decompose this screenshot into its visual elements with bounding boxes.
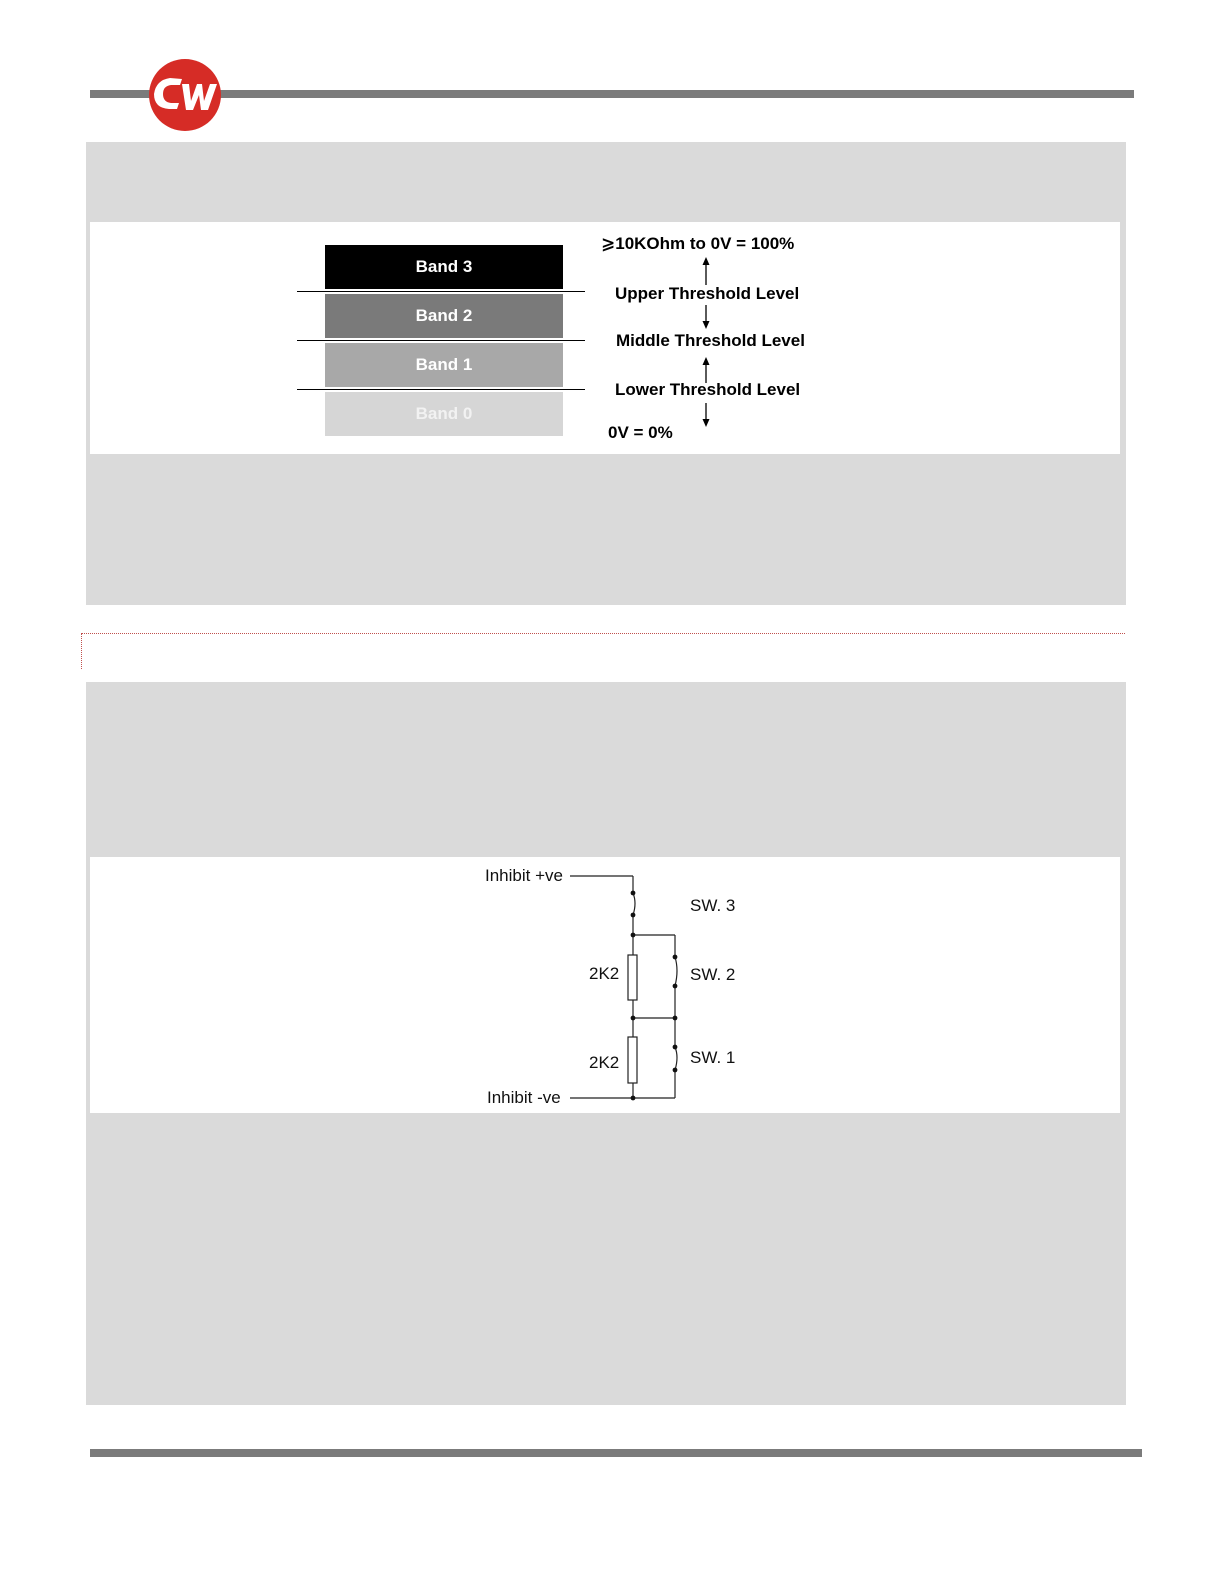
inhibit-circuit-schematic <box>560 860 700 1110</box>
cw-logo <box>148 58 222 132</box>
lower-threshold-line <box>297 389 585 390</box>
middle-threshold-label: Middle Threshold Level <box>616 331 805 350</box>
lower-threshold-label: Lower Threshold Level <box>615 380 801 399</box>
threshold-arrows <box>695 255 717 435</box>
footer-rule <box>90 1449 1142 1457</box>
band-3: Band 3 <box>325 245 563 289</box>
band-0: Band 0 <box>325 392 563 436</box>
top-level-label: ⩾10KOhm to 0V = 100% <box>601 234 795 253</box>
band-figure <box>90 222 1120 454</box>
section-separator <box>81 633 1125 669</box>
band-2: Band 2 <box>325 294 563 338</box>
resistor-lower-label: 2K2 <box>589 1053 620 1072</box>
sw1-label: SW. 1 <box>690 1048 736 1067</box>
band-1: Band 1 <box>325 343 563 387</box>
resistor-upper-label: 2K2 <box>589 964 620 983</box>
middle-threshold-line <box>297 340 585 341</box>
inhibit-positive-label: Inhibit +ve <box>485 866 563 885</box>
bottom-level-label: 0V = 0% <box>608 423 673 442</box>
sw3-label: SW. 3 <box>690 896 736 915</box>
header-rule <box>90 90 1134 98</box>
upper-threshold-line <box>297 291 585 292</box>
upper-threshold-label: Upper Threshold Level <box>615 284 800 303</box>
sw2-label: SW. 2 <box>690 965 736 984</box>
inhibit-negative-label: Inhibit -ve <box>487 1088 561 1107</box>
